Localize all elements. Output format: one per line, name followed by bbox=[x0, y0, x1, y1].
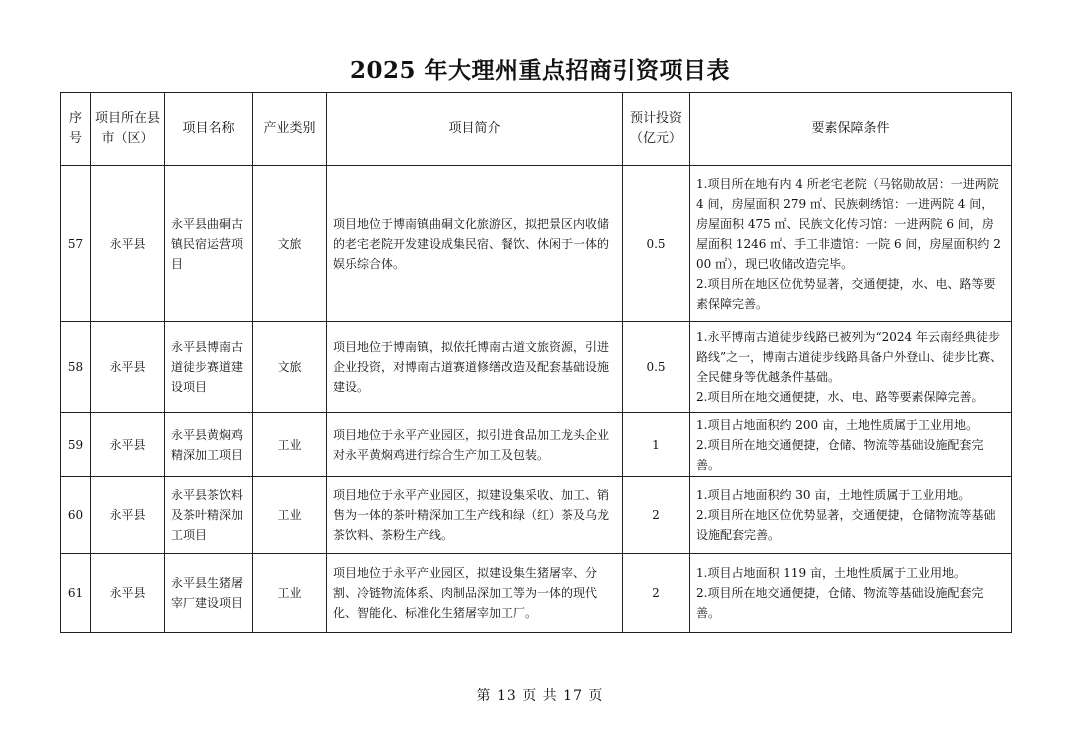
document-title: 2025 年大理州重点招商引资项目表 bbox=[349, 57, 731, 84]
row-conditions bbox=[690, 554, 1012, 633]
row-intro: 项目地位于博南镇，拟依托博南古道文旅资源，引进企业投资，对博南古道赛道修缮改造及配套基础设施建设。 bbox=[327, 322, 623, 413]
condition-item: 2.项目所在地区位优势显著，交通便捷，仓储物流等基础设施配套完善。 bbox=[696, 508, 996, 542]
row-county: 永平县 bbox=[91, 554, 165, 633]
condition-item: 2.项目所在地区位优势显著，交通便捷，水、电、路等要素保障完善。 bbox=[696, 276, 996, 311]
condition-item: 1.永平博南古道徒步线路已被列为“2024 年云南经典徒步路线”之一，博南古道徒步线路具备户外登山、徒步比赛、全民健身等优越条件基础。 bbox=[696, 330, 1003, 384]
condition-item: 1.项目占地面积约 30 亩，土地性质属于工业用地。 bbox=[696, 488, 971, 502]
header-conditions: 要素保障条件 bbox=[690, 93, 1012, 166]
row-no: 59 bbox=[61, 413, 91, 477]
row-county: 永平县 bbox=[91, 477, 165, 554]
row-conditions bbox=[690, 477, 1012, 554]
row-invest: 0.5 bbox=[623, 322, 690, 413]
header-county: 项目所在县市（区） bbox=[91, 93, 165, 166]
row-project-name: 永平县茶饮料及茶叶精深加工项目 bbox=[165, 477, 253, 554]
condition-item: 1.项目占地面积约 200 亩，土地性质属于工业用地。 bbox=[696, 417, 978, 432]
row-county: 永平县 bbox=[91, 322, 165, 413]
row-county: 永平县 bbox=[91, 166, 165, 322]
table-row bbox=[61, 413, 1012, 477]
table-row bbox=[61, 322, 1012, 413]
table-row bbox=[61, 477, 1012, 554]
row-category: 文旅 bbox=[253, 322, 327, 413]
row-invest: 2 bbox=[623, 554, 690, 633]
row-conditions bbox=[690, 413, 1012, 477]
page-number: 第 13 页 共 17 页 bbox=[476, 688, 604, 704]
table-header-row bbox=[61, 93, 1012, 166]
condition-item: 2.项目所在地交通便捷，仓储、物流等基础设施配套完善。 bbox=[696, 437, 984, 472]
row-intro: 项目地位于永平产业园区，拟建设集采收、加工、销售为一体的茶叶精深加工生产线和绿（红）茶及乌龙茶饮料、茶粉生产线。 bbox=[327, 477, 623, 554]
row-no: 57 bbox=[61, 166, 91, 322]
row-intro: 项目地位于博南镇曲硐文化旅游区，拟把景区内收储的老宅老院开发建设成集民宿、餐饮、休闲于一体的娱乐综合体。 bbox=[327, 166, 623, 322]
condition-item: 1.项目所在地有内 4 所老宅老院（马铭勋故居：一进两院 4 间，房屋面积 279 ㎡、民族刺绣馆：一进两院 4 间，房屋面积 475 ㎡、民族文化传习馆：一进两院 6 间，房屋面积 1246 ㎡、手工非遗馆：一院 6 间，房屋面积约 200 ㎡），现已收储改造完毕。 bbox=[696, 176, 1001, 271]
row-category: 工业 bbox=[253, 554, 327, 633]
row-county: 永平县 bbox=[91, 413, 165, 477]
row-project-name: 永平县生猪屠宰厂建设项目 bbox=[165, 554, 253, 633]
row-category: 工业 bbox=[253, 413, 327, 477]
row-no: 60 bbox=[61, 477, 91, 554]
row-conditions bbox=[690, 166, 1012, 322]
row-project-name: 永平县曲硐古镇民宿运营项目 bbox=[165, 166, 253, 322]
table-row bbox=[61, 166, 1012, 322]
row-category: 文旅 bbox=[253, 166, 327, 322]
row-invest: 0.5 bbox=[623, 166, 690, 322]
header-name: 项目名称 bbox=[165, 93, 253, 166]
header-invest: 预计投资（亿元） bbox=[623, 93, 690, 166]
condition-item: 2.项目所在地交通便捷，仓储、物流等基础设施配套完善。 bbox=[696, 586, 984, 620]
row-project-name: 永平县黄焖鸡精深加工项目 bbox=[165, 413, 253, 477]
row-project-name: 永平县博南古道徒步赛道建设项目 bbox=[165, 322, 253, 413]
row-conditions bbox=[690, 322, 1012, 413]
condition-item: 2.项目所在地交通便捷，水、电、路等要素保障完善。 bbox=[696, 390, 984, 404]
row-category: 工业 bbox=[253, 477, 327, 554]
table-row bbox=[61, 554, 1012, 633]
row-intro: 项目地位于永平产业园区，拟引进食品加工龙头企业对永平黄焖鸡进行综合生产加工及包装。 bbox=[327, 413, 623, 477]
header-no: 序号 bbox=[61, 93, 91, 166]
row-no: 58 bbox=[61, 322, 91, 413]
row-no: 61 bbox=[61, 554, 91, 633]
row-intro: 项目地位于永平产业园区，拟建设集生猪屠宰、分割、冷链物流体系、肉制品深加工等为一体的现代化、智能化、标准化生猪屠宰加工厂。 bbox=[327, 554, 623, 633]
header-category: 产业类别 bbox=[253, 93, 327, 166]
row-invest: 1 bbox=[623, 413, 690, 477]
row-invest: 2 bbox=[623, 477, 690, 554]
projects-table bbox=[60, 92, 1012, 633]
condition-item: 1.项目占地面积 119 亩，土地性质属于工业用地。 bbox=[696, 566, 966, 580]
header-intro: 项目简介 bbox=[327, 93, 623, 166]
